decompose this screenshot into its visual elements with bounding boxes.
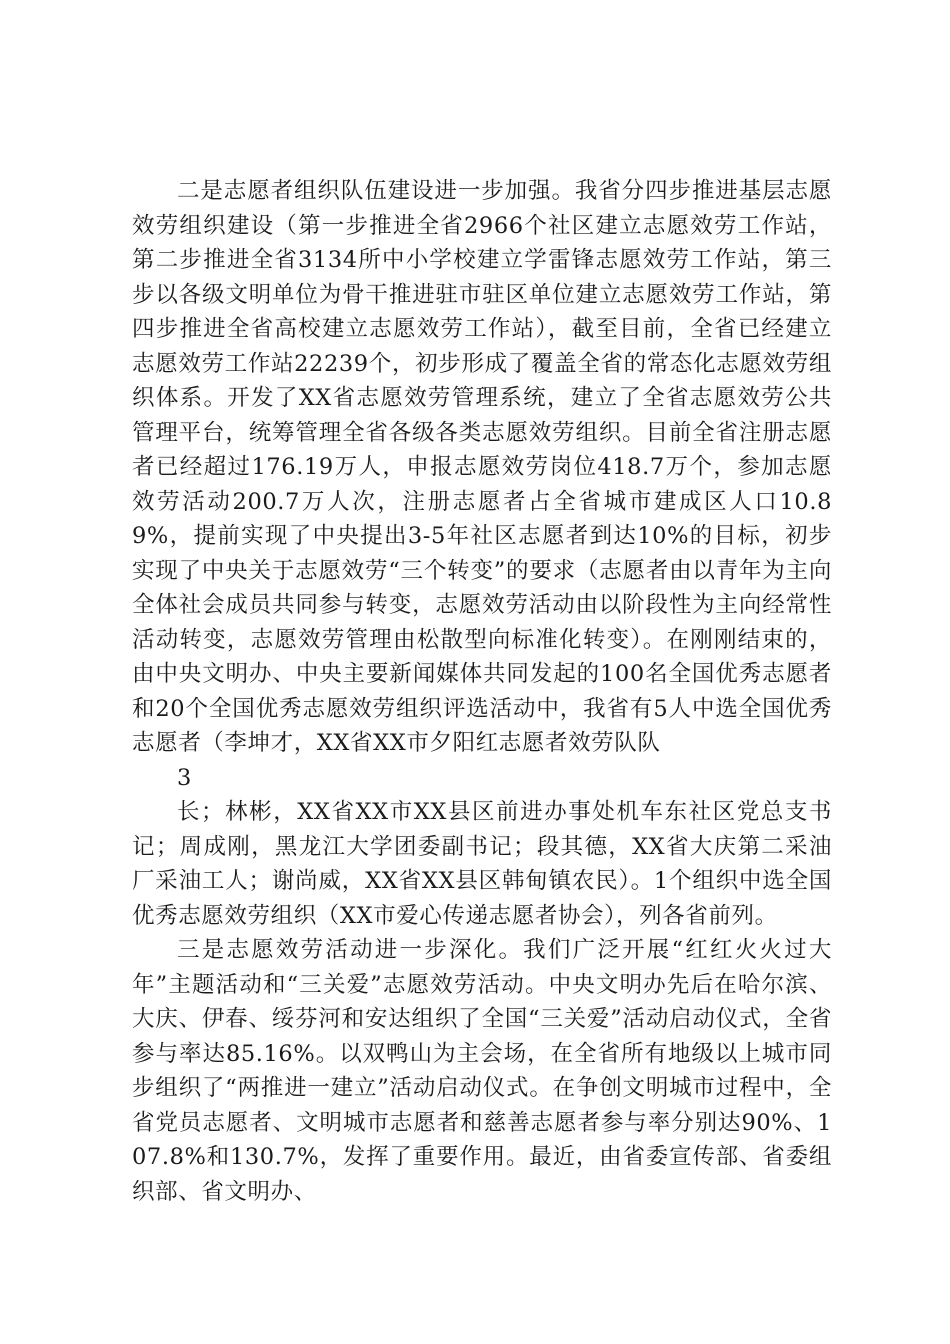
paragraph-volunteer-organization: 二是志愿者组织队伍建设进一步加强。我省分四步推进基层志愿效劳组织建设（第一步推进全省2966个社区建立志愿效劳工作站，第二步推进全省3134所中小学校建立学雷锋志愿效劳工作站，第三步以各级文明单位为骨干推进驻市驻区单位建立志愿效劳工作站，第四步推进全省高校建立志愿效劳工作站），截至目前，全省已经建立志愿效劳工作站22239个，初步形成了覆盖全省的常态化志愿效劳组织体系。开发了XX省志愿效劳管理系统，建立了全省志愿效劳公共管理平台，统筹管理全省各级各类志愿效劳组织。目前全省注册志愿者已经超过176.19万人，申报志愿效劳岗位418.7万个，参加志愿效劳活动200.7万人次，注册志愿者占全省城市建成区人口10.89%，提前实现了中央提出3-5年社区志愿者到达10%的目标，初步实现了中央关于志愿效劳“三个转变”的要求（志愿者由以青年为主向全体社会成员共同参与转变，志愿效劳活动由以阶段性为主向经常性活动转变，志愿效劳管理由松散型向标准化转变）。在刚刚结束的，由中央文明办、中央主要新闻媒体共同发起的100名全国优秀志愿者和20个全国优秀志愿效劳组织评选活动中，我省有5人中选全国优秀志愿者（李坤才，XX省XX市夕阳红志愿者效劳队队 [132,178,832,756]
document-body [132,174,832,1209]
page-number: 3 [177,764,192,791]
paragraph-volunteer-activities: 三是志愿效劳活动进一步深化。我们广泛开展“红红火火过大年”主题活动和“三关爱”志愿效劳活动。中央文明办先后在哈尔滨、大庆、伊春、绥芬河和安达组织了全国“三关爱”活动启动仪式，全省参与率达85.16%。以双鸭山为主会场，在全省所有地级以上城市同步组织了“两推进一建立”活动启动仪式。在争创文明城市过程中，全省党员志愿者、文明城市志愿者和慈善志愿者参与率分别达90%、107.8%和130.7%，发挥了重要作用。最近，由省委宣传部、省委组织部、省文明办、 [132,937,832,1205]
paragraph-continuation: 长；林彬，XX省XX市XX县区前进办事处机车东社区党总支书记；周成刚，黑龙江大学团委副书记；段其德，XX省大庆第二采油厂采油工人；谢尚威，XX省XX县区韩甸镇农民）。1个组织中选全国优秀志愿效劳组织（XX市爱心传递志愿者协会），列各省前列。 [132,799,832,929]
